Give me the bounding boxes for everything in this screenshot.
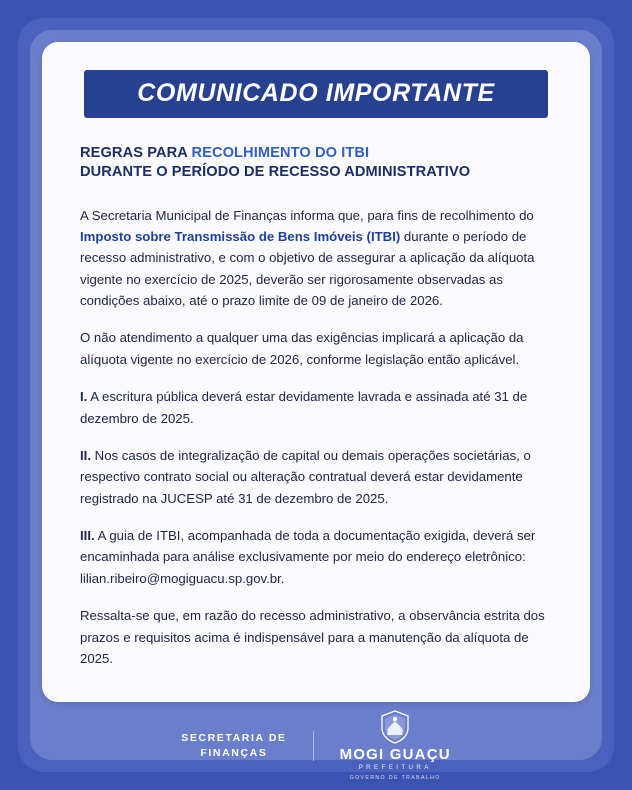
city-crest-icon	[380, 710, 410, 744]
footer-government: GOVERNO DE TRABALHO	[349, 774, 441, 781]
item-2-marker: II.	[80, 447, 91, 463]
subheading-highlight: RECOLHIMENTO DO ITBI	[191, 145, 370, 161]
footer-city-name: MOGI GUAÇU	[339, 746, 451, 764]
paragraph-item-2	[80, 445, 552, 509]
paragraph-1-bold: Imposto sobre Transmissão de Bens Imóveis (ITBI)	[80, 228, 401, 244]
banner-title: COMUNICADO IMPORTANTE	[137, 79, 495, 107]
subheading-prefix: REGRAS PARA	[80, 145, 192, 161]
item-2-text: Nos casos de integralização de capital ou demais operações societárias, o respectivo contrato social ou alteração contratual deverá estar devidamente registrado na JUCESP até 31 de dezembro de 2025.	[80, 447, 531, 506]
paragraph-2: O não atendimento a qualquer uma das exigências implicará a aplicação da alíquota vigente no exercício de 2026, conforme legislação então aplicável.	[80, 330, 524, 367]
footer-secretariat-line-2: FINANÇAS	[200, 747, 268, 759]
paragraph-closing: Ressalta-se que, em razão do recesso administrativo, a observância estrita dos prazos e requisitos acima é indispensável para a manutenção da alíquota de 2025.	[80, 608, 545, 666]
paragraph-1	[80, 205, 552, 312]
item-1-marker: I.	[80, 389, 88, 405]
subheading-line-2: DURANTE O PERÍODO DE RECESSO ADMINISTRATIVO	[80, 164, 471, 181]
footer-secretariat	[181, 731, 313, 761]
paragraph-item-1	[80, 386, 552, 429]
paragraph-1-part-2: durante o período de recesso administrativo, e com o objetivo de assegurar a aplicação da alíquota vigente no exercício de 2025, deverão ser rigorosamente observadas as condições abaixo, até o prazo limite de 09 de janeiro de 2026.	[80, 228, 535, 308]
footer	[0, 702, 632, 790]
card-content	[42, 42, 590, 689]
footer-prefecture: PREFEITURA	[358, 763, 432, 771]
paragraph-1-part-1: A Secretaria Municipal de Finanças informa que, para fins de recolhimento do	[80, 207, 534, 223]
banner	[84, 70, 548, 118]
item-1-text: A escritura pública deverá estar devidamente lavrada e assinada até 31 de dezembro de 2025.	[80, 389, 528, 426]
subheading	[80, 144, 552, 183]
footer-secretariat-line-1: SECRETARIA DE	[181, 731, 287, 744]
item-3-text: A guia de ITBI, acompanhada de toda a documentação exigida, deverá ser encaminhada para análise exclusivamente por meio do endereço eletrônico: lilian.ribeiro@mogiguacu.sp.gov.br.	[80, 528, 536, 586]
paragraph-item-3	[80, 525, 552, 589]
subheading-line-1	[80, 144, 552, 163]
announcement-card	[42, 42, 590, 702]
item-3-marker: III.	[80, 528, 95, 543]
footer-city-brand	[340, 710, 451, 781]
